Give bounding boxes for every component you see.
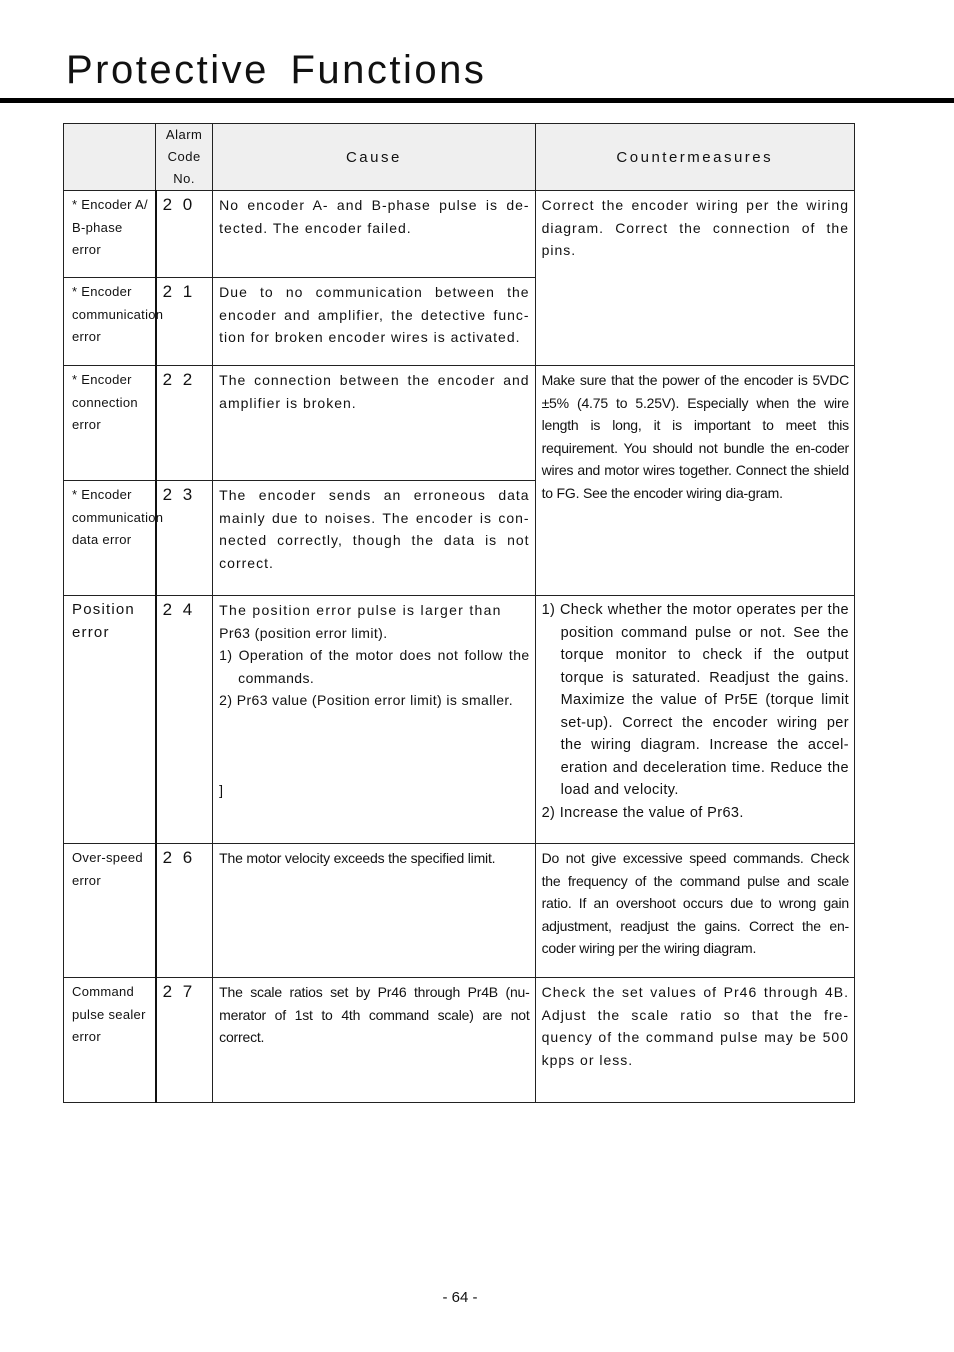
- alarm-cause: The connection between the encoder and amplifier is broken.: [213, 366, 535, 481]
- alarm-name: * Encoder connection error: [64, 366, 156, 481]
- table-row: [64, 844, 855, 978]
- cause-intro-2: Pr63 (position error limit).: [219, 624, 388, 641]
- alarm-countermeasure: Make sure that the power of the encoder is 5VDC ±5% (4.75 to 5.25V). Especially when the wire length is long, it is important to meet this requirement. You should not bundle the en-coder wires and motor wires together. Connect the shield to FG. See the encoder wiring dia-gram.: [535, 366, 854, 596]
- cause-tail: ]: [219, 781, 224, 798]
- alarm-countermeasure: Correct the encoder wiring per the wiring diagram. Correct the connection of the pins.: [535, 191, 854, 366]
- page-number: - 64 -: [442, 1289, 478, 1306]
- page-title: Protective Functions: [66, 48, 487, 92]
- alarm-code: 2 4: [156, 596, 213, 844]
- header-countermeasures: Countermeasures: [535, 124, 854, 191]
- header-alarm-code: Alarm Code No.: [156, 124, 213, 191]
- alarm-name: Position error: [64, 596, 156, 844]
- alarm-code: 2 6: [156, 844, 213, 978]
- alarm-name: * Encoder communication error: [64, 278, 156, 366]
- alarm-cause: No encoder A- and B-phase pulse is de-tected. The encoder failed.: [213, 191, 535, 278]
- cause-list-item: 1) Operation of the motor does not follow the commands.: [219, 647, 530, 686]
- alarm-code: 2 2: [156, 366, 213, 481]
- alarm-countermeasure: Check the set values of Pr46 through 4B. Adjust the scale ratio so that the fre-quency of the command pulse may be 500 kpps or less.: [535, 978, 854, 1103]
- header-cause: Cause: [213, 124, 535, 191]
- table-row: [64, 978, 855, 1103]
- alarm-cause: The encoder sends an erroneous data mainly due to noises. The encoder is con-nected correctly, though the data is not correct.: [213, 481, 535, 596]
- alarm-name: Command pulse sealer error: [64, 978, 156, 1103]
- table-row: [64, 596, 855, 844]
- alarm-countermeasure: [535, 596, 854, 844]
- protective-functions-table: [63, 123, 855, 1103]
- alarm-code: 2 1: [156, 278, 213, 366]
- alarm-countermeasure: Do not give excessive speed commands. Check the frequency of the command pulse and scale ratio. If an overshoot occurs due to wrong gain adjustment, readjust the gains. Correct the en-coder wiring per the wiring diagram.: [535, 844, 854, 978]
- alarm-cause: [213, 596, 535, 844]
- alarm-code: 2 7: [156, 978, 213, 1103]
- cause-intro: The position error pulse is larger than: [219, 602, 502, 618]
- cause-list-item: 2) Pr63 value (Position error limit) is smaller.: [219, 692, 514, 708]
- countermeasure-list-item: 2) Increase the value of Pr63.: [541, 804, 744, 821]
- table-row: [64, 191, 855, 278]
- title-rule: [0, 98, 954, 103]
- table-row: [64, 366, 855, 481]
- alarm-cause: The scale ratios set by Pr46 through Pr4B (nu-merator of 1st to 4th command scale) are not correct.: [213, 978, 535, 1103]
- alarm-code: 2 3: [156, 481, 213, 596]
- alarm-name: Over-speed error: [64, 844, 156, 978]
- alarm-name: * Encoder communication data error: [64, 481, 156, 596]
- alarm-name: * Encoder A/ B-phase error: [64, 191, 156, 278]
- countermeasure-list-item: 1) Check whether the motor operates per the position command pulse or not. See the torque monitor to check if the output torque is saturated. Readjust the gains. Maximize the value of Pr5E (torque limit set-up). Correct the encoder wiring per the wiring diagram. Increase the accel-eration and deceleration time. Reduce the load and velocity.: [541, 602, 849, 798]
- alarm-cause: The motor velocity exceeds the specified limit.: [213, 844, 535, 978]
- alarm-cause: Due to no communication between the encoder and amplifier, the detective func-tion for broken encoder wires is activated.: [213, 278, 535, 366]
- header-name-cell: [64, 124, 156, 191]
- alarm-code: 2 0: [156, 191, 213, 278]
- table-header-row: [64, 124, 855, 191]
